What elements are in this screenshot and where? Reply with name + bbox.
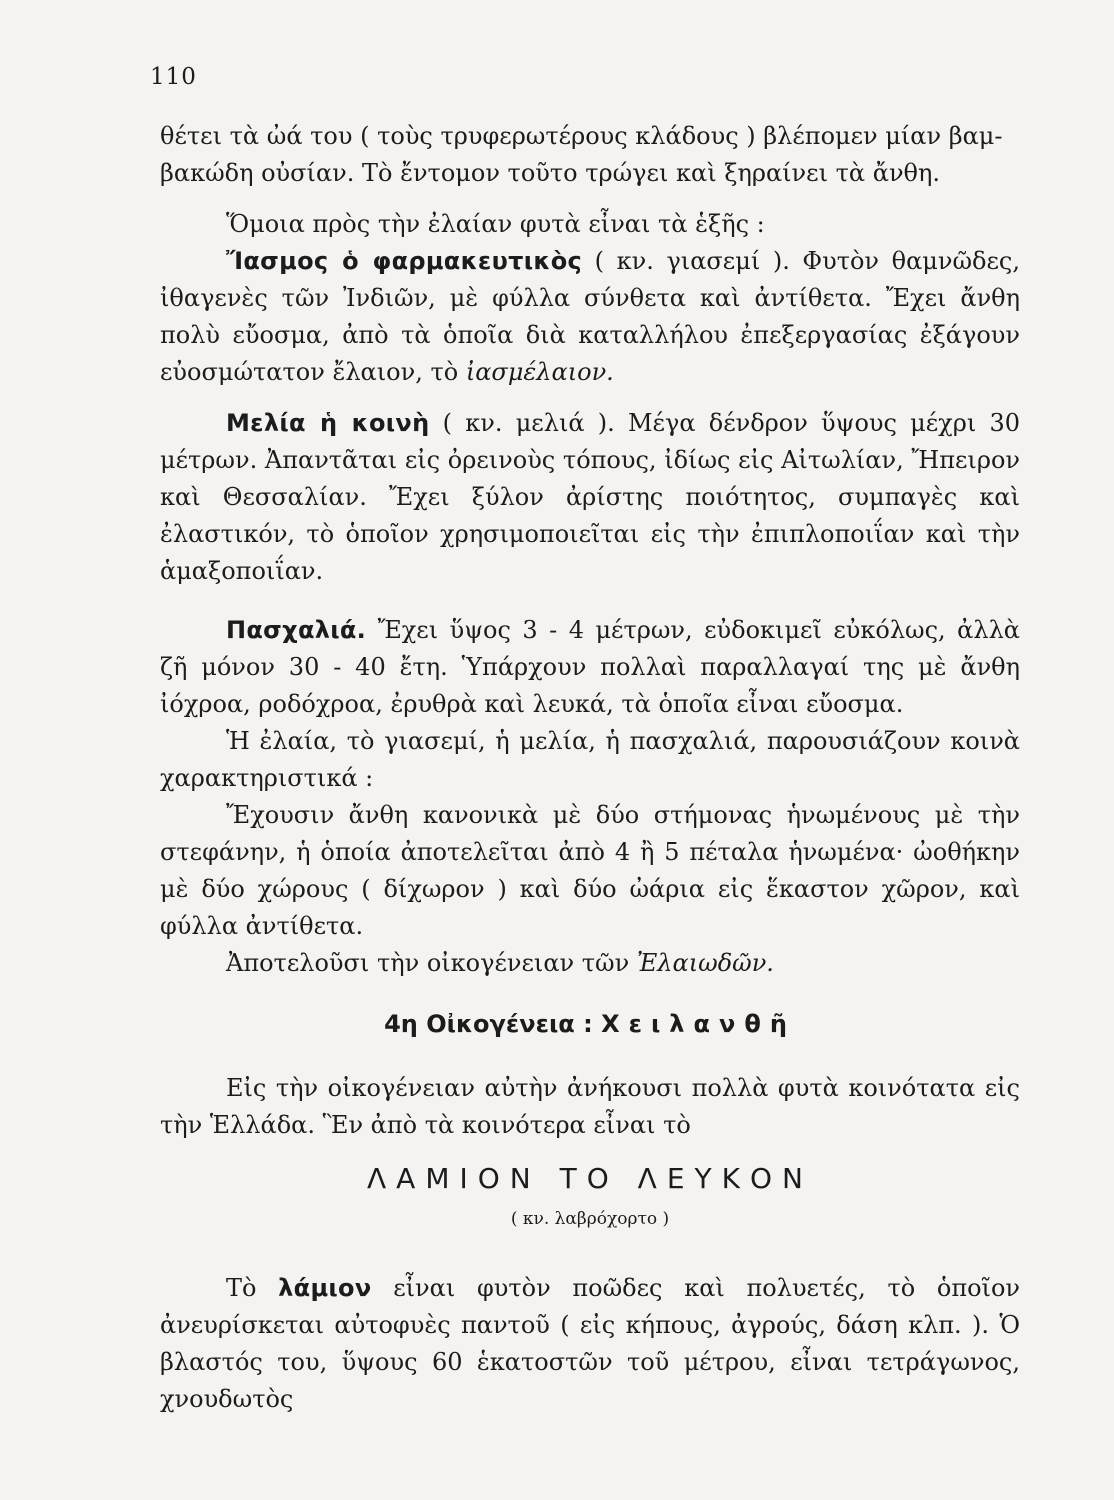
paragraph-jasmine [160, 243, 1020, 391]
jasmine-description: ( κν. γιασεμί ). Φυτὸν θαμνῶδες, ἰθαγενὲς τῶν Ἰνδιῶν, μὲ φύλλα σύνθετα καὶ ἀντίθετα. Ἔχει ἄνθη πολὺ εὔοσμα, ἀπὸ τὰ ὁποῖα διὰ καταλλήλου ἐπεξεργασίας ἐξάγουν εὐοσμώτατον ἔλαιον, τὸ [160, 247, 1020, 386]
family-name: Ἐλαιωδῶν. [636, 949, 774, 977]
term-jasmine-oil: ἰασμέλαιον. [465, 358, 614, 386]
paragraph-2: Ὅμοια πρὸς τὴν ἐλαίαν φυτὰ εἶναι τὰ ἑξῆς : [226, 210, 765, 238]
page-number: 110 [150, 64, 197, 90]
melia-description: ( κν. μελιά ). Μέγα δένδρον ὕψους μέχρι 30 μέτρων. Ἀπαντᾶται εἰς ὀρεινοὺς τόπους, ἰδίως εἰς Αἰτωλίαν, Ἤπειρον καὶ Θεσσαλίαν. Ἔχει ξύλον ἀρίστης ποιότητος, συμπαγὲς καὶ ἐλαστικόν, τὸ ὁποῖον χρησιμοποιεῖται εἰς τὴν ἐπιπλοποιΐαν καὶ τὴν ἁμαξοποιΐαν. [160, 409, 1020, 585]
paragraph-lilac [160, 612, 1020, 723]
paragraph-1-line-2: βακώδη οὐσίαν. Τὸ ἔντομον τοῦτο τρώγει καὶ ξηραίνει τὰ ἄνθη. [160, 159, 940, 187]
plant-common-name: ( κν. λαβρόχορτο ) [510, 1209, 670, 1229]
family-text: Ἀποτελοῦσι τὴν οἰκογένειαν τῶν [226, 949, 637, 977]
term-melia: Μελία ἡ κοινὴ [226, 409, 430, 437]
section-heading [160, 1010, 1020, 1038]
paragraph-melia [160, 405, 1020, 590]
section-heading-prefix: 4η Οἰκογένεια : [384, 1010, 593, 1038]
paragraph-common-features: Ἡ ἐλαία, τὸ γιασεμί, ἡ μελία, ἡ πασχαλιά, παρουσιάζουν κοινὰ χαρακτηριστικά : [160, 727, 1020, 792]
paragraph-family-intro: Εἰς τὴν οἰκογένειαν αὐτὴν ἀνήκουσι πολλὰ φυτὰ κοινότατα εἰς τὴν Ἑλλάδα. Ἓν ἀπὸ τὰ κοινότερα εἶναι τὸ [160, 1074, 1020, 1139]
lamium-description: εἶναι φυτὸν ποῶδες καὶ πολυετές, τὸ ὁποῖον ἀνευρίσκεται αὐτοφυὲς παντοῦ ( εἰς κήπους, ἀγρούς, δάση κλπ. ). Ὁ βλαστός του, ὕψους 60 ἑκατοστῶν τοῦ μέτρου, εἶναι τετράγωνος, χνουδωτὸς [160, 1274, 1021, 1413]
lamium-text [160, 1270, 1020, 1418]
term-lilac: Πασχαλιά. [226, 616, 367, 644]
paragraph-family [160, 945, 1020, 982]
lilac-description: Ἔχει ὕψος 3 - 4 μέτρων, εὐδοκιμεῖ εὐκόλως, ἀλλὰ ζῆ μόνον 30 - 40 ἔτη. Ὑπάρχουν πολλαὶ παραλλαγαί της μὲ ἄνθη ἰόχροα, ροδόχροα, ἐρυθρὰ καὶ λευκά, τὰ ὁποῖα εἶναι εὔοσμα. [160, 616, 1020, 718]
paragraph-1-line-1: θέτει τὰ ὠά του ( τοὺς τρυφερωτέρους κλάδους ) βλέπομεν μίαν βαμ- [160, 122, 1003, 150]
section-heading-name: Χειλανθῆ [601, 1010, 796, 1038]
paragraph-1 [160, 118, 1020, 192]
paragraph-flowers: Ἔχουσιν ἄνθη κανονικὰ μὲ δύο στήμονας ἡνωμένους μὲ τὴν στεφάνην, ἡ ὁποία ἀποτελεῖται ἀπὸ 4 ἢ 5 πέταλα ἡνωμένα· ὠοθήκην μὲ δύο χώρους ( δίχωρον ) καὶ δύο ὠάρια εἰς ἕκαστον χῶρον, καὶ φύλλα ἀντίθετα. [160, 801, 1020, 940]
lamium-text-before: Τὸ [226, 1274, 279, 1302]
main-text [160, 118, 1020, 982]
term-lamium: λάμιον [278, 1274, 372, 1302]
family-intro [160, 1070, 1020, 1238]
plant-title: ΛΑΜΙΟΝ ΤΟ ΛΕΥΚΟΝ [367, 1162, 813, 1195]
paragraph-lamium [160, 1270, 1020, 1418]
term-jasmine: Ἴασμος ὁ φαρμακευτικὸς [226, 247, 583, 275]
